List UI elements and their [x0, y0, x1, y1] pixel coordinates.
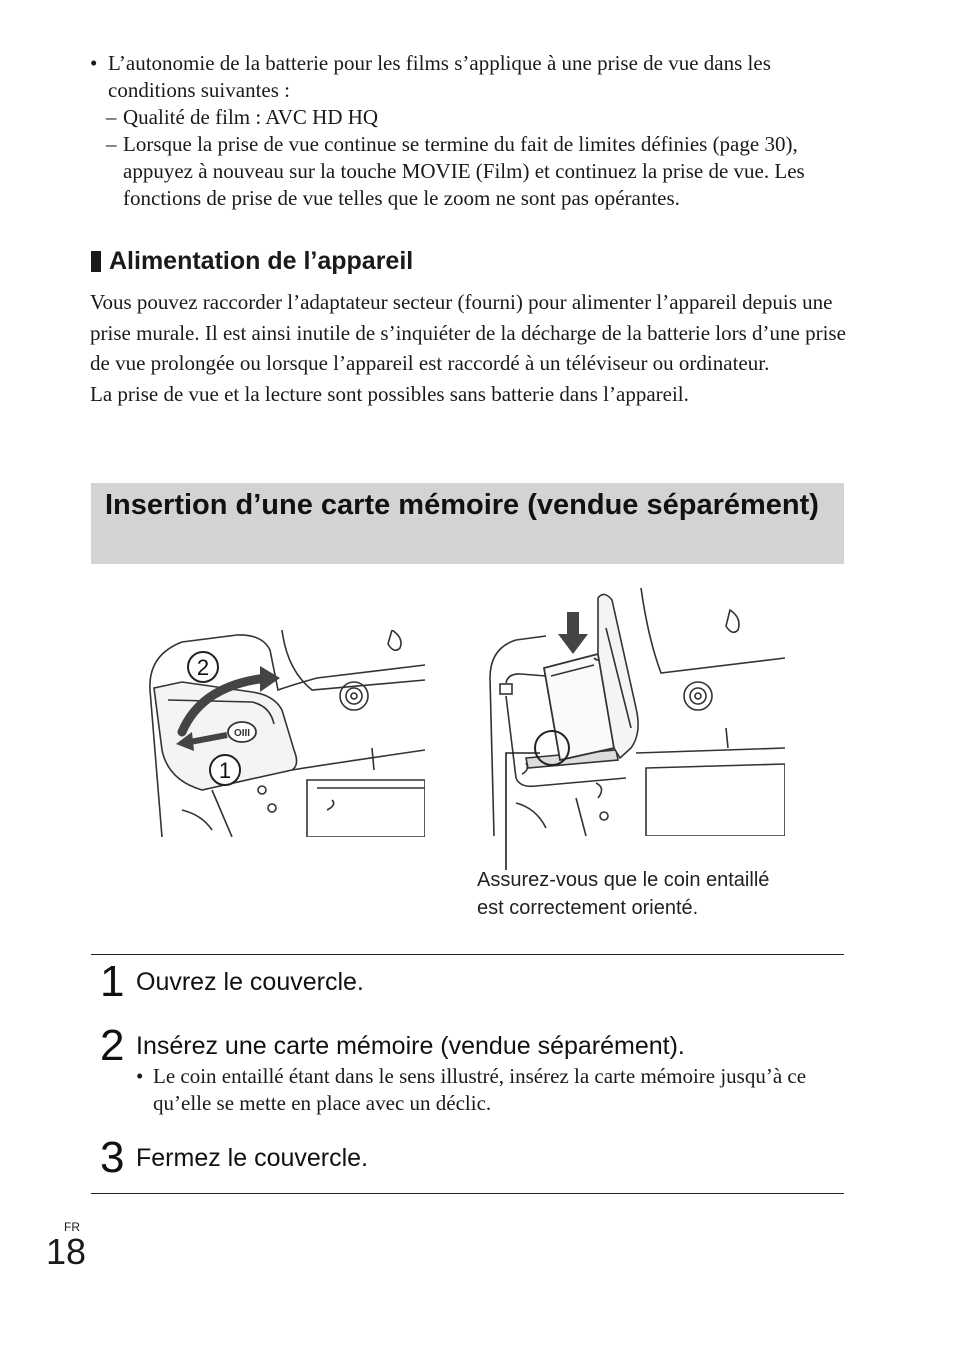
power-paragraph-1: Vous pouvez raccorder l’adaptateur secteur (fourni) pour alimenter l’appareil depuis une prise murale. Il est ainsi inutile de s’inquiéter de la décharge de la batterie lors d’une prise de vue prolongée ou lorsque l’appareil est raccordé à un téléviseur ou ordinateur. — [90, 290, 846, 375]
step-3-number: 3 — [100, 1133, 125, 1182]
step-2-note — [136, 1063, 836, 1117]
caption-line-1: Assurez-vous que le coin entaillé — [477, 869, 770, 891]
dash-symbol: – — [106, 105, 117, 129]
bullet-text: L’autonomie de la batterie pour les films s’applique à une prise de vue dans les conditions suivantes : — [108, 51, 771, 102]
section-banner — [91, 483, 844, 564]
section-title: Insertion d’une carte mémoire (vendue séparément) — [105, 489, 819, 521]
caption-leader-line — [500, 745, 560, 870]
step-1-text: Ouvrez le couvercle. — [136, 968, 364, 996]
steps-bottom-divider — [91, 1193, 844, 1194]
dash-symbol: – — [106, 132, 117, 156]
step-label-2: 2 — [196, 655, 210, 680]
heading-square-icon — [91, 251, 101, 272]
page-number: 18 — [46, 1231, 87, 1272]
dash-text: Lorsque la prise de vue continue se termine du fait de limites définies (page 30), appuyez à nouveau sur la touche MOVIE (Film) et continuez la prise de vue. Les fonctions de prise de vue telles que le zoom ne sont pas opérantes. — [123, 132, 805, 210]
step-1-number: 1 — [100, 957, 125, 1006]
svg-text:OIII: OIII — [233, 728, 251, 739]
caption-line-2: est correctement orienté. — [477, 897, 699, 919]
dash-item — [90, 104, 850, 131]
dash-text: Qualité de film : AVC HD HQ — [123, 105, 379, 129]
bullet-symbol: • — [90, 51, 98, 75]
step-3-text: Fermez le couvercle. — [136, 1144, 369, 1172]
page-language: FR — [64, 1220, 80, 1234]
bullet-item — [90, 50, 850, 104]
power-heading-text: Alimentation de l’appareil — [109, 247, 414, 275]
steps-top-divider — [91, 954, 844, 955]
power-paragraph-2: La prise de vue et la lecture sont possibles sans batterie dans l’appareil. — [90, 381, 689, 406]
bullet-text: Le coin entaillé étant dans le sens illustré, insérez la carte mémoire jusqu’à ce qu’elle se mette en place avec un déclic. — [153, 1064, 807, 1115]
dash-item — [90, 131, 850, 212]
power-paragraphs — [90, 287, 850, 409]
step-label-1: 1 — [218, 758, 232, 783]
step-2-number: 2 — [100, 1021, 125, 1070]
open-cover-illustration — [142, 630, 425, 837]
figure-caption — [477, 866, 769, 922]
bullet-symbol: • — [136, 1064, 144, 1088]
top-notes — [90, 50, 850, 212]
bullet-item — [136, 1063, 836, 1117]
power-heading — [91, 247, 413, 276]
step-2-text: Insérez une carte mémoire (vendue séparément). — [136, 1032, 685, 1060]
